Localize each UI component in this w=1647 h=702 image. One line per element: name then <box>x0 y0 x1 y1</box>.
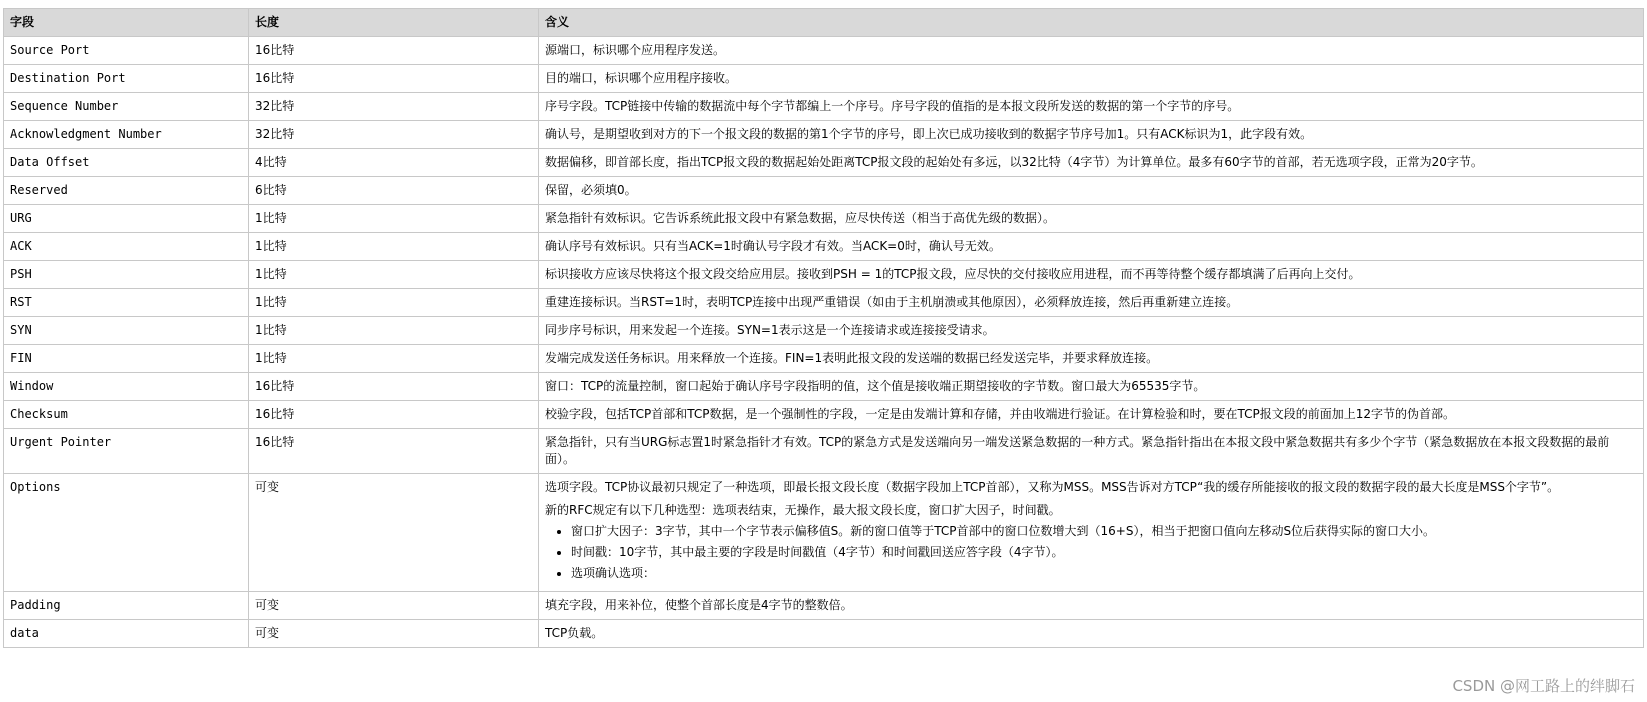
table-row <box>4 205 1644 233</box>
meaning-paragraph: 标识接收方应该尽快将这个报文段交给应用层。接收到PSH = 1的TCP报文段，应尽快的交付接收应用进程，而不再等待整个缓存都填满了后再向上交付。 <box>545 267 1361 281</box>
table-row <box>4 261 1644 289</box>
header-field: 字段 <box>4 9 249 37</box>
field-meaning-cell <box>539 177 1644 205</box>
field-length-cell: 1比特 <box>249 345 539 373</box>
field-meaning-cell <box>539 373 1644 401</box>
meaning-paragraph: 源端口，标识哪个应用程序发送。 <box>545 43 726 57</box>
table-row <box>4 121 1644 149</box>
field-meaning-cell <box>539 65 1644 93</box>
meaning-paragraph: 保留，必须填0。 <box>545 183 637 197</box>
field-meaning-cell <box>539 620 1644 648</box>
field-length-cell: 4比特 <box>249 149 539 177</box>
field-name-cell: ACK <box>4 233 249 261</box>
field-name-cell: Window <box>4 373 249 401</box>
meaning-paragraph: 重建连接标识。当RST=1时，表明TCP连接中出现严重错误（如由于主机崩溃或其他原因），必须释放连接，然后再重新建立连接。 <box>545 295 1239 309</box>
field-length-cell: 16比特 <box>249 401 539 429</box>
table-row <box>4 317 1644 345</box>
field-meaning-cell <box>539 289 1644 317</box>
meaning-paragraph: 确认号，是期望收到对方的下一个报文段的数据的第1个字节的序号，即上次已成功接收到的数据字节序号加1。只有ACK标识为1，此字段有效。 <box>545 127 1313 141</box>
field-length-cell: 6比特 <box>249 177 539 205</box>
options-list <box>545 523 1637 582</box>
field-length-cell: 32比特 <box>249 93 539 121</box>
table-body <box>4 37 1644 648</box>
table-row <box>4 373 1644 401</box>
field-length-cell: 32比特 <box>249 121 539 149</box>
tcp-header-fields-table <box>3 8 1644 648</box>
table-row <box>4 37 1644 65</box>
field-length-cell: 16比特 <box>249 37 539 65</box>
table-row <box>4 429 1644 474</box>
field-length-cell: 16比特 <box>249 429 539 474</box>
field-meaning-cell <box>539 345 1644 373</box>
table-row <box>4 345 1644 373</box>
meaning-paragraph: 窗口：TCP的流量控制，窗口起始于确认序号字段指明的值，这个值是接收端正期望接收的字节数。窗口最大为65535字节。 <box>545 379 1206 393</box>
meaning-paragraph: 目的端口，标识哪个应用程序接收。 <box>545 71 738 85</box>
table-row <box>4 233 1644 261</box>
options-list-item: • 时间戳：10字节，其中最主要的字段是时间戳值（4字节）和时间戳回送应答字段（4字节）。 <box>571 544 1637 561</box>
table-row <box>4 592 1644 620</box>
field-name-cell: Destination Port <box>4 65 249 93</box>
field-name-cell: SYN <box>4 317 249 345</box>
header-meaning: 含义 <box>539 9 1644 37</box>
table-row <box>4 289 1644 317</box>
field-name-cell: PSH <box>4 261 249 289</box>
options-list-item: • 窗口扩大因子：3字节，其中一个字节表示偏移值S。新的窗口值等于TCP首部中的窗口位数增大到（16+S），相当于把窗口值向左移动S位后获得实际的窗口大小。 <box>571 523 1637 540</box>
meaning-paragraph: 发端完成发送任务标识。用来释放一个连接。FIN=1表明此报文段的发送端的数据已经发送完毕，并要求释放连接。 <box>545 351 1159 365</box>
field-meaning-cell <box>539 401 1644 429</box>
options-list-item: • 选项确认选项： <box>571 565 1637 582</box>
field-name-cell: Options <box>4 474 249 592</box>
field-length-cell: 1比特 <box>249 205 539 233</box>
field-length-cell: 1比特 <box>249 289 539 317</box>
meaning-paragraph: 序号字段。TCP链接中传输的数据流中每个字节都编上一个序号。序号字段的值指的是本报文段所发送的数据的第一个字节的序号。 <box>545 99 1240 113</box>
field-length-cell: 16比特 <box>249 373 539 401</box>
field-length-cell: 1比特 <box>249 233 539 261</box>
meaning-paragraph: 填充字段，用来补位，使整个首部长度是4字节的整数倍。 <box>545 598 853 612</box>
field-meaning-cell <box>539 261 1644 289</box>
table-row <box>4 149 1644 177</box>
field-meaning-cell <box>539 205 1644 233</box>
field-name-cell: Acknowledgment Number <box>4 121 249 149</box>
meaning-paragraph: 选项字段。TCP协议最初只规定了一种选项，即最长报文段长度（数据字段加上TCP首部），又称为MSS。MSS告诉对方TCP“我的缓存所能接收的报文段的数据字段的最大长度是MSS个字节”。 <box>545 480 1560 494</box>
field-length-cell: 1比特 <box>249 261 539 289</box>
field-name-cell: FIN <box>4 345 249 373</box>
meaning-paragraph: TCP负载。 <box>545 626 604 640</box>
meaning-paragraph: 校验字段，包括TCP首部和TCP数据，是一个强制性的字段，一定是由发端计算和存储，并由收端进行验证。在计算检验和时，要在TCP报文段的前面加上12字节的伪首部。 <box>545 407 1456 421</box>
field-length-cell: 1比特 <box>249 317 539 345</box>
field-name-cell: RST <box>4 289 249 317</box>
table-row <box>4 65 1644 93</box>
field-meaning-cell <box>539 93 1644 121</box>
field-name-cell: data <box>4 620 249 648</box>
field-length-cell: 16比特 <box>249 65 539 93</box>
field-name-cell: Reserved <box>4 177 249 205</box>
field-length-cell: 可变 <box>249 474 539 592</box>
table-row <box>4 620 1644 648</box>
field-meaning-cell <box>539 233 1644 261</box>
field-name-cell: Checksum <box>4 401 249 429</box>
table-row <box>4 93 1644 121</box>
field-meaning-cell <box>539 37 1644 65</box>
meaning-paragraph: 紧急指针，只有当URG标志置1时紧急指针才有效。TCP的紧急方式是发送端向另一端发送紧急数据的一种方式。紧急指针指出在本报文段中紧急数据共有多少个字节（紧急数据放在本报文段数据的最前面）。 <box>545 435 1610 466</box>
field-meaning-cell <box>539 121 1644 149</box>
meaning-paragraph: 紧急指针有效标识。它告诉系统此报文段中有紧急数据，应尽快传送（相当于高优先级的数据）。 <box>545 211 1056 225</box>
table-row <box>4 474 1644 592</box>
field-meaning-cell <box>539 592 1644 620</box>
field-name-cell: Padding <box>4 592 249 620</box>
meaning-paragraph: 新的RFC规定有以下几种选型：选项表结束，无操作，最大报文段长度，窗口扩大因子，时间戳。 <box>545 503 1061 517</box>
table-row <box>4 177 1644 205</box>
meaning-paragraph: 同步序号标识，用来发起一个连接。SYN=1表示这是一个连接请求或连接接受请求。 <box>545 323 995 337</box>
header-length: 长度 <box>249 9 539 37</box>
field-name-cell: Data Offset <box>4 149 249 177</box>
field-meaning-cell <box>539 429 1644 474</box>
field-name-cell: URG <box>4 205 249 233</box>
meaning-paragraph: 确认序号有效标识。只有当ACK=1时确认号字段才有效。当ACK=0时，确认号无效。 <box>545 239 1001 253</box>
table-row <box>4 401 1644 429</box>
table-header-row <box>4 9 1644 37</box>
field-name-cell: Urgent Pointer <box>4 429 249 474</box>
field-name-cell: Source Port <box>4 37 249 65</box>
field-meaning-cell <box>539 149 1644 177</box>
meaning-paragraph: 数据偏移，即首部长度，指出TCP报文段的数据起始处距离TCP报文段的起始处有多远，以32比特（4字节）为计算单位。最多有60字节的首部，若无选项字段，正常为20字节。 <box>545 155 1483 169</box>
watermark: CSDN @网工路上的绊脚石 <box>1452 677 1635 695</box>
field-name-cell: Sequence Number <box>4 93 249 121</box>
field-meaning-cell <box>539 474 1644 592</box>
field-length-cell: 可变 <box>249 620 539 648</box>
field-length-cell: 可变 <box>249 592 539 620</box>
field-meaning-cell <box>539 317 1644 345</box>
